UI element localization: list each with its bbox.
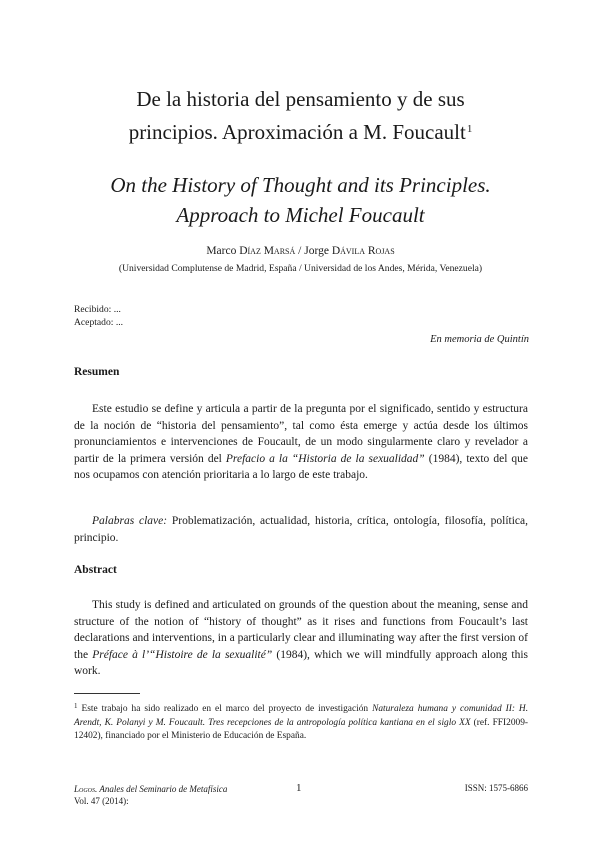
author2-last: Dávila Rojas <box>331 245 395 257</box>
journal-citation <box>74 783 227 807</box>
abstract-text: This study is defined and articulated on grounds of the question about the meaning, sense and structure of the notion of “history of thought” as it rises and functions from Foucault’s last declarations and interventions, in a particularly clear and illuminating way after the first version of the <box>74 599 528 661</box>
footnote <box>74 700 528 744</box>
title-english <box>60 170 541 230</box>
abstract-italic-title: Préface à l’“Histoire de la sexualité” <box>92 648 273 661</box>
received-date: Recibido: ... <box>74 304 121 315</box>
heading-resumen: Resumen <box>74 366 120 378</box>
title-footnote-mark[interactable]: 1 <box>466 123 473 135</box>
author1-first: Marco <box>206 245 237 257</box>
footnote-divider <box>74 693 140 694</box>
authors-line <box>60 244 541 259</box>
journal-name-sc: Logos. <box>74 784 98 794</box>
keywords-list: Problematización, actualidad, historia, crítica, ontología, filosofía, política, principio. <box>74 515 529 544</box>
abstract-paragraph <box>74 597 528 680</box>
abstract-text-end: (1984), which we will mindfully approach along this work. <box>74 648 529 678</box>
author2-first: Jorge <box>304 245 329 257</box>
dedication: En memoria de Quintín <box>430 334 529 345</box>
resumen-paragraph <box>74 401 528 484</box>
keywords-paragraph <box>74 513 528 546</box>
resumen-text: Este estudio se define y articula a partir de la pregunta por el significado, sentido y estructura de la noción de “historia del pensamiento”, tal como ésta emerge y actúa desde los últimos pronunciamientos e intervenciones de Foucault, de un modo singularmente claro y revelador a partir de la primera versión del <box>74 403 528 465</box>
issn: ISSN: 1575-6866 <box>464 783 528 793</box>
author1-last: Díaz Marsá <box>239 245 296 257</box>
affiliations: (Universidad Complutense de Madrid, España / Universidad de los Andes, Mérida, Venezuela) <box>118 263 483 274</box>
page-number: 1 <box>296 782 302 794</box>
journal-volume: Vol. 47 (2014): <box>74 796 129 806</box>
title-spanish-line2: principios. Aproximación a M. Foucault <box>128 120 466 144</box>
title-english-line2: Approach to Michel Foucault <box>176 203 425 227</box>
keywords-label: Palabras clave: <box>92 515 168 527</box>
footnote-text-b: (ref. FFI2009-12402), financiado por el Ministerio de Educación de España. <box>74 717 528 741</box>
resumen-text-end: (1984), texto del que nos ocupamos con atención prioritaria a lo largo de este trabajo. <box>74 452 529 482</box>
footnote-mark: 1 <box>74 702 78 710</box>
journal-name-rest: Anales del Seminario de Metafísica <box>99 784 228 794</box>
journal-name <box>74 783 227 795</box>
footnote-project-title: Naturaleza humana y comunidad II: H. Arendt, K. Polanyi y M. Foucault. Tres recepciones de la antropología política kantiana en el siglo XX <box>74 704 529 728</box>
title-spanish <box>60 84 541 147</box>
author-separator: / <box>298 245 302 257</box>
resumen-italic-title: Prefacio a la “Historia de la sexualidad” <box>225 452 425 465</box>
dates-block <box>74 304 123 329</box>
heading-abstract: Abstract <box>74 564 117 576</box>
footnote-text-a: Este trabajo ha sido realizado en el marco del proyecto de investigación <box>81 704 369 714</box>
accepted-date: Aceptado: ... <box>74 316 124 328</box>
title-english-line1: On the History of Thought and its Principles. <box>110 173 491 197</box>
title-spanish-line1: De la historia del pensamiento y de sus <box>136 87 465 111</box>
